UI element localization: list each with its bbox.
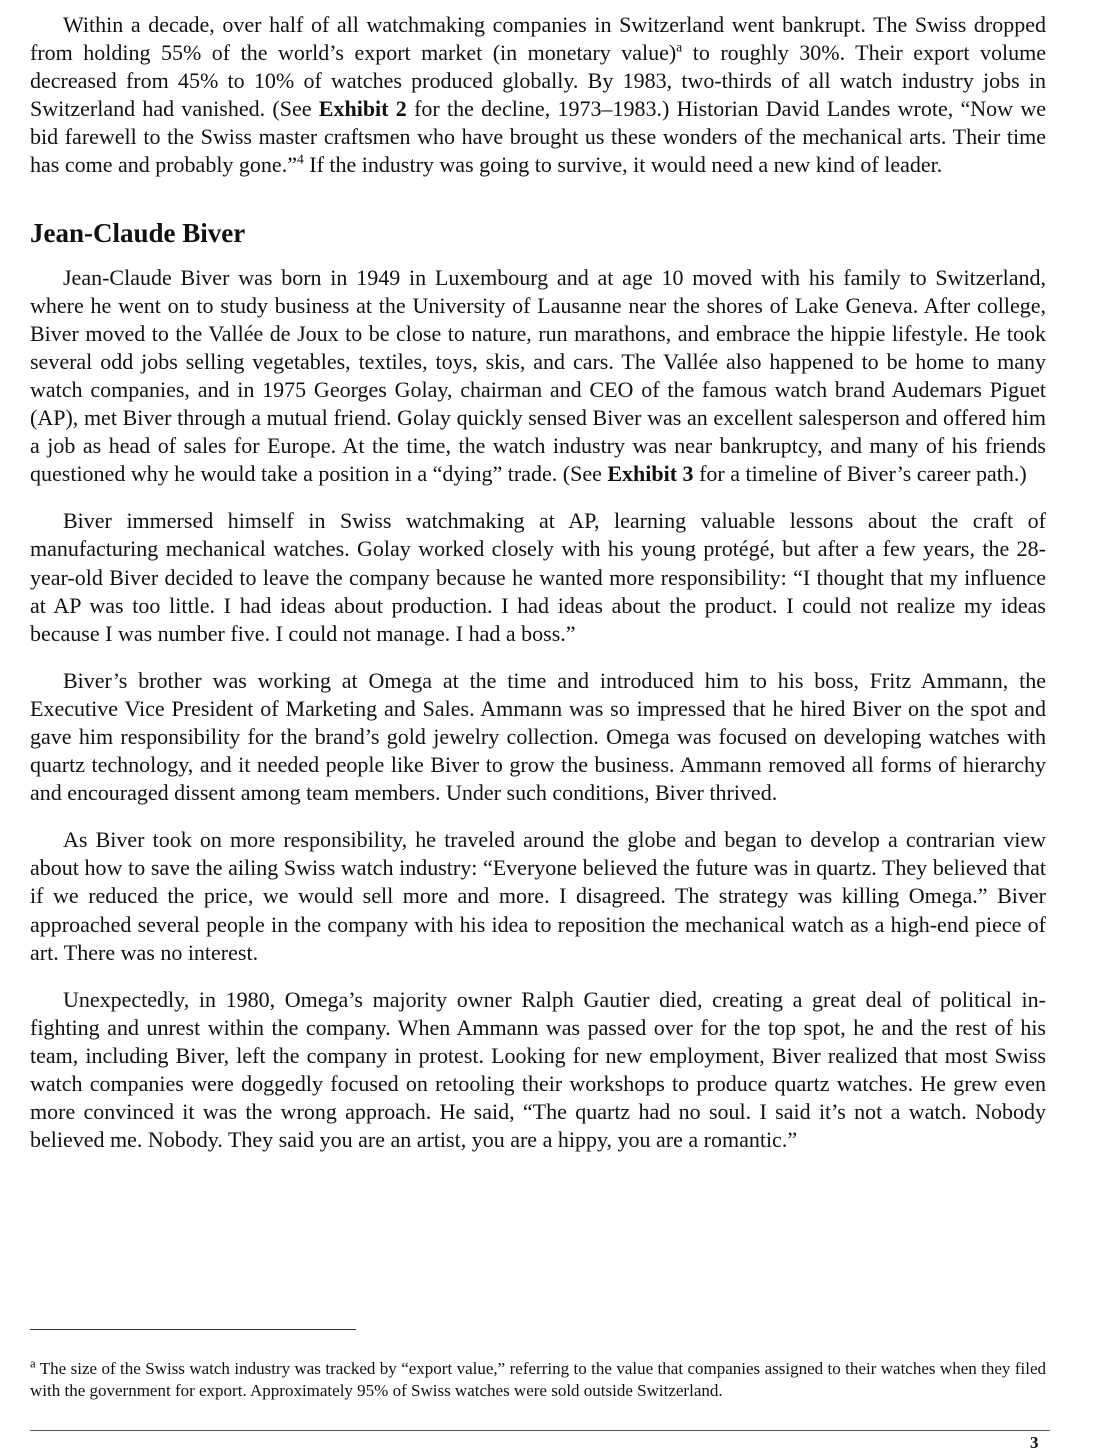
paragraph-text: to roughly 30%. Their export volume decreased from 45% to 10% of watches produced globally. By 1983, two-thirds of all watch industry jobs in Switzerland had vanished. (See	[30, 40, 1046, 122]
endnote-reference-4[interactable]: 4	[296, 152, 304, 168]
paragraph-text: for the decline, 1973–1983.) Historian David Landes wrote, “Now we bid farewell to the Swiss master craftsmen who have brought us these wonders of the mechanical arts. Their time has come and probably gone.”	[30, 96, 1046, 178]
section-heading: Jean-Claude Biver	[30, 217, 246, 248]
page-body	[30, 11, 1046, 1173]
footnote-divider	[30, 1329, 356, 1330]
footnote-text: The size of the Swiss watch industry was tracked by “export value,” referring to the value that companies assigned to their watches when they filed with the government for export. Approximately 95% of Swiss watches were sold outside Switzerland.	[30, 1359, 1046, 1400]
paragraph-omega-unrest: Unexpectedly, in 1980, Omega’s majority owner Ralph Gautier died, creating a great deal of political in-fighting and unrest within the company. When Ammann was passed over for the top spot, he and the rest of his team, including Biver, left the company in protest. Looking for new employment, Biver realized that most Swiss watch companies were doggedly focused on retooling their workshops to produce quartz watches. He grew even more convinced it was the wrong approach. He said, “The quartz had no soul. I said it’s not a watch. Nobody believed me. Nobody. They said you are an artist, you are a hippy, you are a romantic.”	[30, 986, 1046, 1153]
paragraph-biver-background	[30, 264, 1046, 489]
footnote	[30, 1358, 1046, 1402]
exhibit-3-reference: Exhibit 3	[607, 461, 694, 487]
page-bottom-divider	[30, 1430, 1050, 1431]
exhibit-2-reference: Exhibit 2	[318, 96, 407, 122]
paragraph-biver-at-ap: Biver immersed himself in Swiss watchmaking at AP, learning valuable lessons about the craft of manufacturing mechanical watches. Golay worked closely with his young protégé, but after a few years, the 28-year-old Biver decided to leave the company because he wanted more responsibility: “I thought that my influence at AP was too little. I had ideas about production. I had ideas about the product. I could not realize my ideas because I was number five. I could not manage. I had a boss.”	[30, 508, 1046, 646]
paragraph-swiss-decline	[30, 11, 1046, 180]
paragraph-text: for a timeline of Biver’s career path.)	[693, 461, 1027, 487]
paragraph-text: Jean-Claude Biver was born in 1949 in Luxembourg and at age 10 moved with his family to Switzerland, where he went on to study business at the University of Lausanne near the shores of Lake Geneva. After college, Biver moved to the Vallée de Joux to be close to nature, run marathons, and embrace the hippie lifestyle. He took several odd jobs selling vegetables, textiles, toys, skis, and cars. The Vallée also happened to be home to many watch companies, and in 1975 Georges Golay, chairman and CEO of the famous watch brand Audemars Piguet (AP), met Biver through a mutual friend. Golay quickly sensed Biver was an excellent salesperson and offered him a job as head of sales for Europe. At the time, the watch industry was near bankruptcy, and many of his friends questioned why he would take a position in a “dying” trade. (See	[30, 264, 1046, 487]
paragraph-text: Within a decade, over half of all watchmaking companies in Switzerland went bankrupt. The Swiss dropped from holding 55% of the world’s export market (in monetary value)	[30, 12, 1046, 66]
paragraph-biver-at-omega: Biver’s brother was working at Omega at the time and introduced him to his boss, Fritz Ammann, the Executive Vice President of Marketing and Sales. Ammann was so impressed that he hired Biver on the spot and gave him responsibility for the brand’s gold jewelry collection. Omega was focused on developing watches with quartz technology, and it needed people like Biver to grow the business. Ammann removed all forms of hierarchy and encouraged dissent among team members. Under such conditions, Biver thrived.	[30, 667, 1046, 806]
paragraph-text: If the industry was going to survive, it would need a new kind of leader.	[303, 152, 943, 178]
page-number: 3	[1030, 1433, 1039, 1452]
footnote-reference-a[interactable]: a	[676, 39, 683, 55]
paragraph-contrarian-view: As Biver took on more responsibility, he traveled around the globe and began to develop a contrarian view about how to save the ailing Swiss watch industry: “Everyone believed the future was in quartz. They believed that if we reduced the price, we would sell more and more. I disagreed. The strategy was killing Omega.” Biver approached several people in the company with his idea to reposition the mechanical watch as a high-end piece of art. There was no interest.	[30, 827, 1046, 965]
footnote-mark: a	[30, 1356, 36, 1371]
